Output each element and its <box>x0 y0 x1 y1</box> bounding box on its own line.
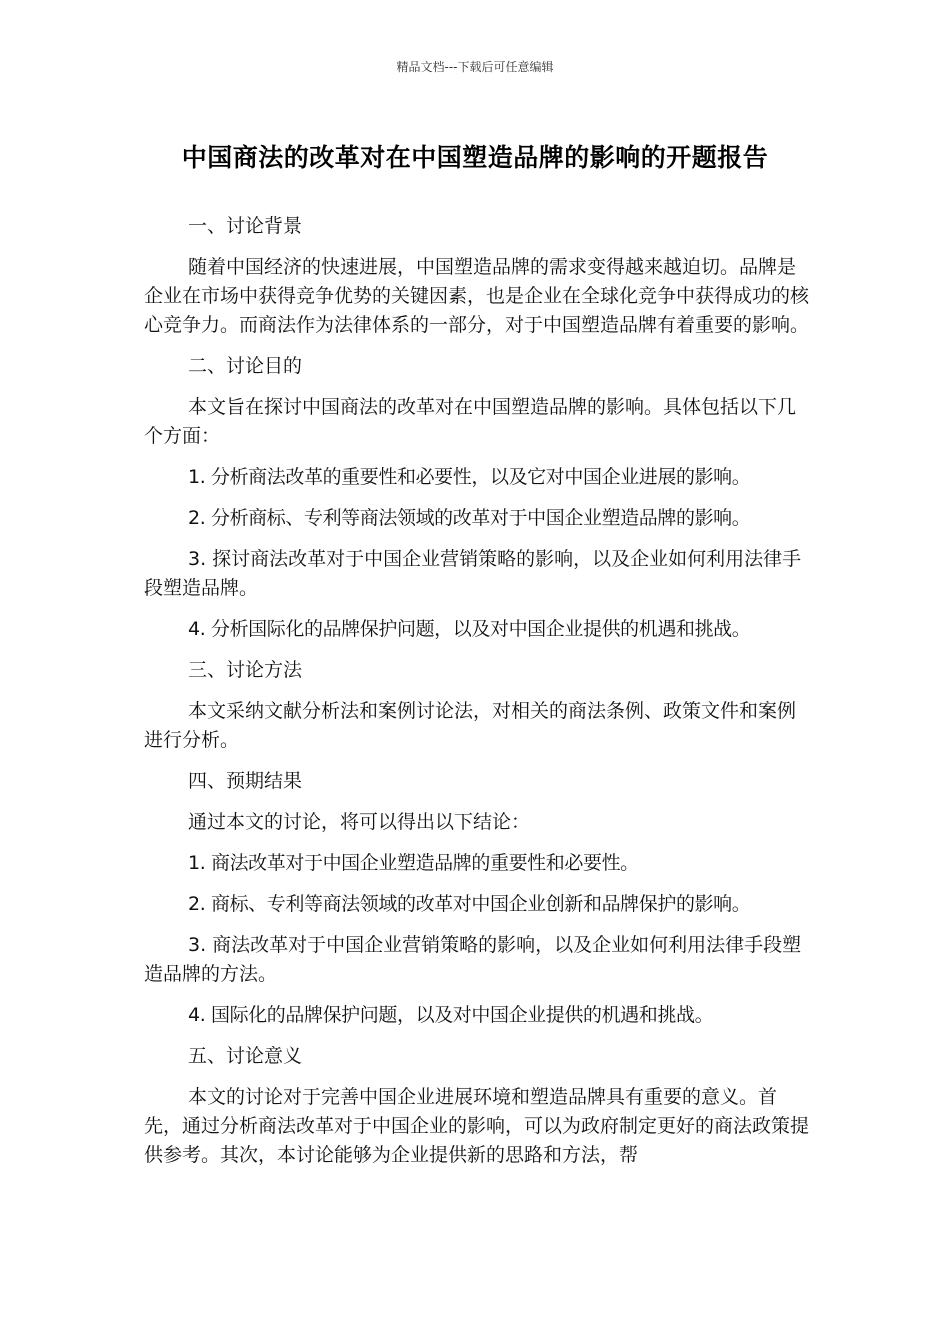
purpose-item-3: 3. 探讨商法改革对于中国企业营销策略的影响，以及企业如何利用法律手段塑造品牌。 <box>144 548 802 599</box>
paragraph-expected-results: 通过本文的讨论，将可以得出以下结论： <box>188 811 531 833</box>
result-item-1: 1. 商法改革对于中国企业塑造品牌的重要性和必要性。 <box>188 852 639 874</box>
result-item-2: 2. 商标、专利等商法领域的改革对中国企业创新和品牌保护的影响。 <box>188 893 751 915</box>
page-header-note: 精品文档---下载后可任意编辑 <box>396 60 554 74</box>
section-heading-expected-results: 四、预期结果 <box>188 770 303 792</box>
section-heading-background: 一、讨论背景 <box>188 215 303 237</box>
paragraph-purpose: 本文旨在探讨中国商法的改革对在中国塑造品牌的影响。具体包括以下几个方面： <box>144 396 797 447</box>
result-item-3: 3. 商法改革对于中国企业营销策略的影响，以及企业如何利用法律手段塑造品牌的方法。 <box>144 934 802 985</box>
purpose-item-4: 4. 分析国际化的品牌保护问题，以及对中国企业提供的机遇和挑战。 <box>188 618 751 640</box>
paragraph-significance: 本文的讨论对于完善中国企业进展环境和塑造品牌具有重要的意义。首先，通过分析商法改革对于中国企业的影响，可以为政府制定更好的商法政策提供参考。其次，本讨论能够为企业提供新的思路和方法，帮 <box>144 1086 810 1166</box>
purpose-item-1: 1. 分析商法改革的重要性和必要性，以及它对中国企业进展的影响。 <box>188 466 751 488</box>
paragraph-method: 本文采纳文献分析法和案例讨论法，对相关的商法条例、政策文件和案例进行分析。 <box>144 700 797 751</box>
purpose-item-2: 2. 分析商标、专利等商法领域的改革对于中国企业塑造品牌的影响。 <box>188 507 751 529</box>
section-heading-purpose: 二、讨论目的 <box>188 355 303 377</box>
document-title: 中国商法的改革对在中国塑造品牌的影响的开题报告 <box>181 143 769 172</box>
result-item-4: 4. 国际化的品牌保护问题，以及对中国企业提供的机遇和挑战。 <box>188 1004 714 1026</box>
document-body <box>144 212 812 1182</box>
section-heading-significance: 五、讨论意义 <box>188 1045 303 1067</box>
section-heading-method: 三、讨论方法 <box>188 659 303 681</box>
paragraph-background: 随着中国经济的快速进展，中国塑造品牌的需求变得越来越迫切。品牌是企业在市场中获得竞争优势的关键因素，也是企业在全球化竞争中获得成功的核心竞争力。而商法作为法律体系的一部分，对于中国塑造品牌有着重要的影响。 <box>144 256 810 336</box>
